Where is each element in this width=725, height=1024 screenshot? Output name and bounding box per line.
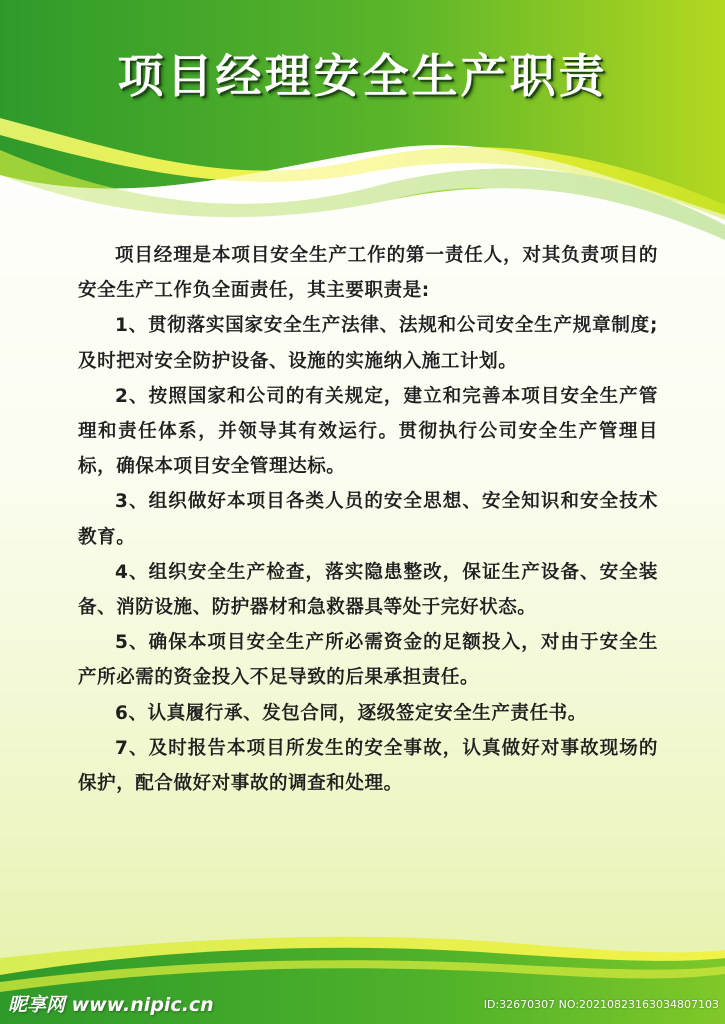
duty-item-1: 1、贯彻落实国家安全生产法律、法规和公司安全生产规章制度;及时把对安全防护设备、设施的实施纳入施工计划。 — [78, 315, 658, 372]
duty-item-5: 5、确保本项目安全生产所必需资金的足额投入，对由于安全生产所必需的资金投入不足导致的后果承担责任。 — [78, 632, 658, 689]
duty-item-7: 7、及时报告本项目所发生的安全事故，认真做好对事故现场的保护，配合做好对事故的调查和处理。 — [78, 737, 658, 795]
intro-paragraph: 项目经理是本项目安全生产工作的第一责任人，对其负责项目的安全生产工作负全面责任，其主要职责是: — [78, 245, 658, 302]
header-banner — [0, 0, 725, 240]
page-title: 项目经理安全生产职责 — [117, 49, 608, 103]
duties-text — [78, 238, 658, 801]
duty-item-2: 2、按照国家和公司的有关规定，建立和完善本项目安全生产管理和责任体系，并领导其有效运行。贯彻执行公司安全生产管理目标，确保本项目安全管理达标。 — [78, 385, 658, 478]
image-id-label: ID:32670307 NO:20210823163034807103 — [483, 998, 719, 1011]
duty-item-6: 6、认真履行承、发包合同，逐级签定安全生产责任书。 — [115, 702, 587, 724]
nipic-logo: 昵享网 www.nipic.cn — [8, 994, 214, 1016]
duty-item-3: 3、组织做好本项目各类人员的安全思想、安全知识和安全技术教育。 — [78, 491, 658, 548]
duty-item-4: 4、组织安全生产检查，落实隐患整改，保证生产设备、安全装备、消防设施、防护器材和急救器具等处于完好状态。 — [78, 561, 658, 619]
